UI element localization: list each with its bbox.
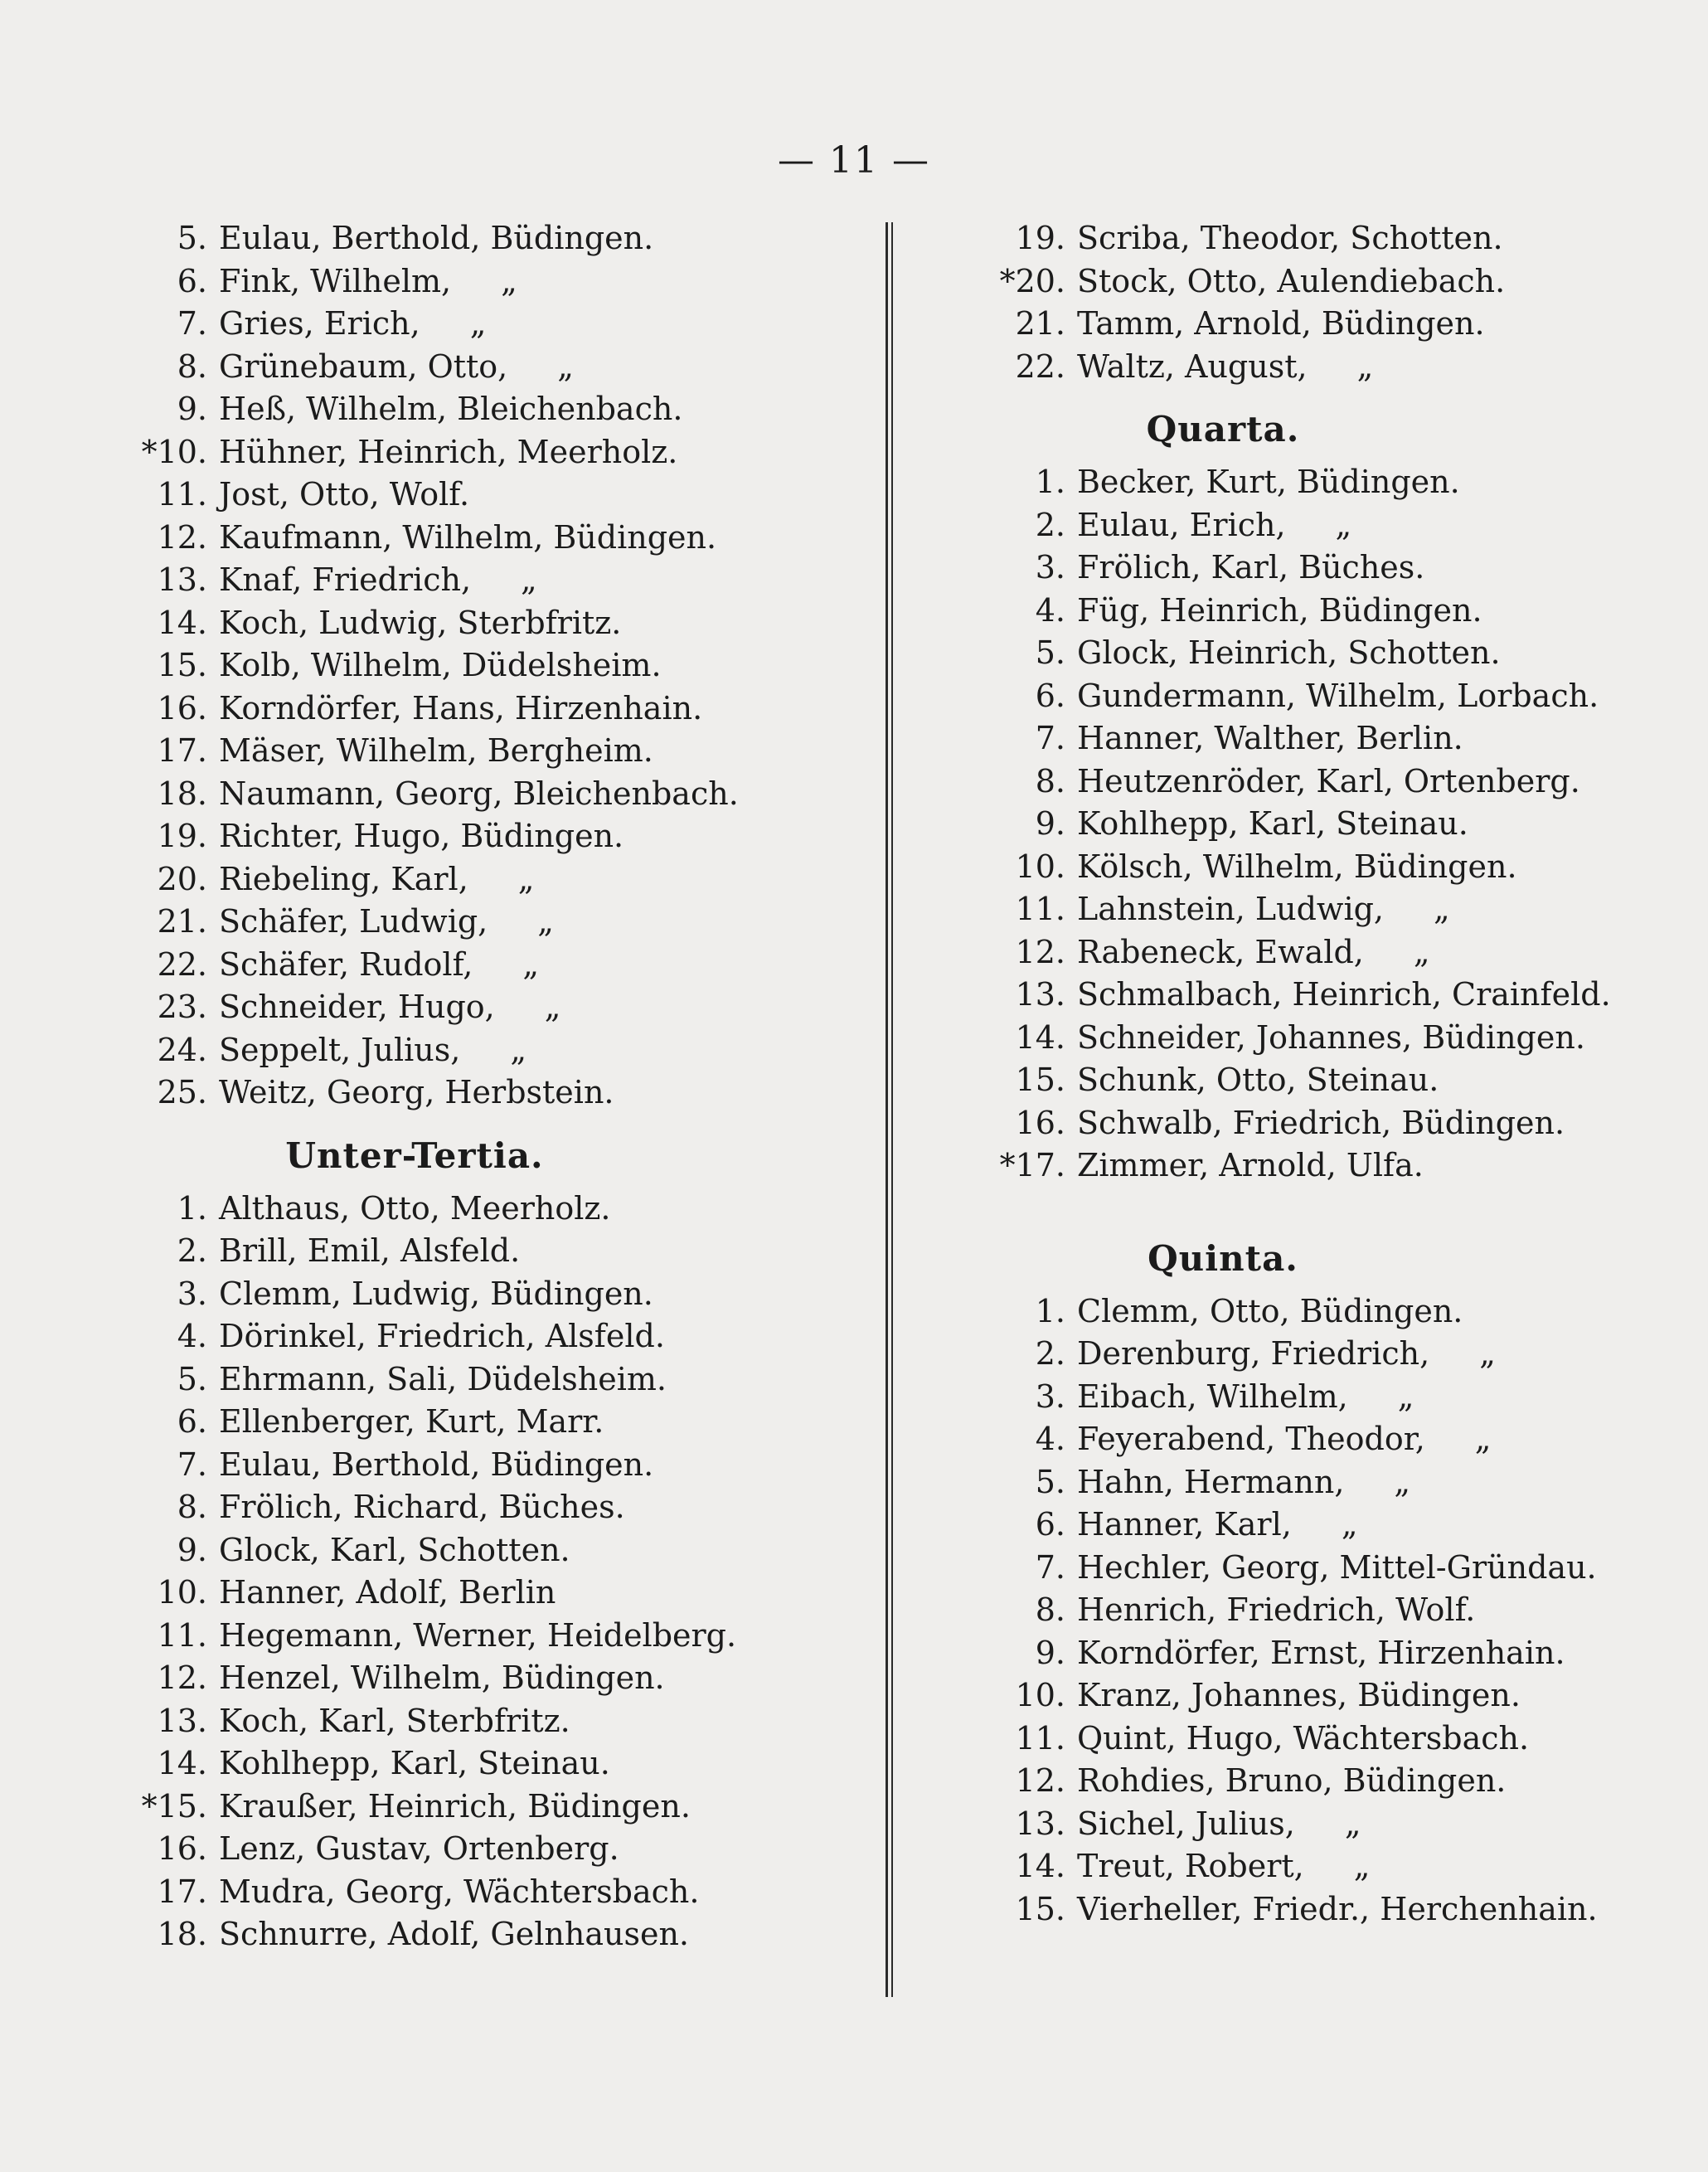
list-item	[116, 474, 862, 517]
list-item	[974, 1059, 1604, 1102]
list-item-entry: Schäfer, Rudolf,	[219, 945, 473, 983]
list-item	[974, 931, 1604, 974]
column-divider	[886, 222, 893, 1997]
list-item	[116, 901, 862, 944]
list-item-entry: Kaufmann, Wilhelm, Büdingen.	[219, 518, 717, 556]
list-item-number: 14.	[1015, 1018, 1065, 1056]
list-item-number: 5.	[177, 220, 207, 256]
list-item	[974, 1547, 1604, 1590]
list-item-entry: Kraußer, Heinrich, Büdingen.	[219, 1787, 691, 1825]
list-item	[974, 1418, 1604, 1461]
list-item	[116, 559, 862, 602]
ditto-mark: „	[1335, 506, 1352, 543]
list-item-entry: Riebeling, Karl,	[219, 860, 468, 897]
list-item-entry: Knaf, Friedrich,	[219, 561, 472, 598]
list-item-entry: Schnurre, Adolf, Gelnhausen.	[219, 1916, 689, 1952]
list-item-number: 24.	[157, 1031, 207, 1068]
list-item-number: 8.	[1035, 1591, 1065, 1628]
list-item	[116, 1071, 862, 1115]
list-item	[116, 944, 862, 987]
list-item	[116, 217, 862, 260]
list-item-number: 5.	[1035, 1463, 1065, 1500]
list-item-entry: Gries, Erich,	[219, 305, 420, 342]
list-item-number: 22.	[1015, 347, 1065, 385]
list-item	[974, 590, 1604, 633]
list-item-number: 2.	[177, 1232, 207, 1269]
list-item	[116, 517, 862, 560]
list-item	[974, 974, 1611, 1017]
list-item-entry: Koch, Karl, Sterbfritz.	[219, 1702, 570, 1739]
ditto-mark: „	[501, 262, 517, 299]
list-item-number: 6.	[177, 262, 207, 299]
list-item-entry: Heutzenröder, Karl, Ortenberg.	[1077, 762, 1580, 799]
list-item	[116, 644, 862, 688]
list-item-entry: Grünebaum, Otto,	[219, 347, 508, 385]
list-item-entry: Lahnstein, Ludwig,	[1077, 891, 1384, 927]
list-item-entry: Kölsch, Wilhelm, Büdingen.	[1077, 848, 1517, 885]
quarta-list	[974, 461, 1611, 1188]
list-item-entry: Mäser, Wilhelm, Bergheim.	[219, 732, 653, 769]
list-item-entry: Tamm, Arnold, Büdingen.	[1077, 305, 1485, 342]
list-item-number: 8.	[177, 1489, 207, 1525]
list-item-entry: Rohdies, Bruno, Büdingen.	[1077, 1762, 1507, 1799]
ditto-mark: „	[522, 945, 540, 983]
list-item-entry: Ehrmann, Sali, Düdelsheim.	[219, 1360, 667, 1397]
list-item-number: 6.	[1035, 677, 1065, 714]
list-item-entry: Brill, Emil, Alsfeld.	[219, 1232, 521, 1269]
list-item-number: 15.	[1015, 1890, 1065, 1927]
list-item	[974, 803, 1604, 846]
list-item-number: 8.	[177, 347, 207, 385]
list-item	[116, 1657, 862, 1700]
ditto-mark: „	[1413, 933, 1430, 970]
list-item	[974, 1290, 1604, 1334]
list-item-entry: Frölich, Richard, Büches.	[219, 1489, 625, 1525]
list-item	[116, 1486, 862, 1529]
list-item-number: 4.	[1035, 1421, 1065, 1457]
list-item-entry: Fink, Wilhelm,	[219, 262, 452, 299]
list-item-number: 13.	[157, 1702, 207, 1739]
list-item-number: 3.	[177, 1275, 207, 1312]
list-item-number: 4.	[1035, 591, 1065, 629]
ditto-mark: „	[1394, 1463, 1411, 1500]
list-item-entry: Kohlhepp, Karl, Steinau.	[219, 1745, 610, 1781]
list-item-number: 14.	[1015, 1848, 1065, 1884]
list-item-entry: Clemm, Otto, Büdingen.	[1077, 1292, 1463, 1329]
list-item-entry: Hanner, Walther, Berlin.	[1077, 720, 1463, 756]
list-item-entry: Richter, Hugo, Büdingen.	[219, 818, 624, 854]
list-item-entry: Gundermann, Wilhelm, Lorbach.	[1077, 677, 1599, 714]
list-item-entry: Hechler, Georg, Mittel-Gründau.	[1077, 1548, 1597, 1586]
list-item	[116, 1358, 862, 1402]
list-item-entry: Kranz, Johannes, Büdingen.	[1077, 1677, 1521, 1713]
list-item	[116, 1871, 862, 1914]
left-column	[116, 217, 862, 1956]
list-item-number: 15.	[157, 647, 207, 683]
list-item	[974, 1333, 1604, 1376]
list-item-entry: Vierheller, Friedr., Herchenhain.	[1077, 1890, 1598, 1927]
list-item	[974, 1504, 1604, 1547]
list-item	[116, 1913, 862, 1956]
list-item-number: 1.	[1035, 1292, 1065, 1329]
list-item	[116, 688, 862, 731]
list-item-number: 2.	[1035, 1335, 1065, 1372]
list-item-number: 10.	[1015, 1677, 1065, 1713]
list-item-entry: Hanner, Adolf, Berlin	[219, 1574, 556, 1611]
list-item-entry: Eulau, Erich,	[1077, 506, 1286, 543]
list-item-number: 19.	[157, 818, 207, 854]
list-item-entry: Kolb, Wilhelm, Düdelsheim.	[219, 647, 662, 683]
list-item-entry: Feyerabend, Theodor,	[1077, 1421, 1425, 1457]
list-item-number: 9.	[177, 1531, 207, 1568]
section-heading-quarta: Quarta.	[1146, 409, 1300, 449]
list-item-entry: Lenz, Gustav, Ortenberg.	[219, 1830, 619, 1867]
list-item	[116, 815, 862, 858]
list-item-number: 1.	[1035, 464, 1065, 500]
list-item-number: 19.	[1015, 220, 1065, 256]
list-item-entry: Heß, Wilhelm, Bleichenbach.	[219, 391, 683, 427]
list-item-number: *15.	[141, 1787, 207, 1825]
list-item-entry: Eulau, Berthold, Büdingen.	[219, 1446, 654, 1483]
list-item	[116, 1742, 862, 1786]
unter-tertia-list	[116, 1188, 862, 1956]
list-item-number: 16.	[157, 689, 207, 726]
list-item-number: 7.	[1035, 720, 1065, 756]
list-item-entry: Weitz, Georg, Herbstein.	[219, 1074, 614, 1110]
list-item-entry: Hühner, Heinrich, Meerholz.	[219, 433, 678, 470]
section-heading-quinta: Quinta.	[1148, 1237, 1298, 1279]
list-item-entry: Hanner, Karl,	[1077, 1506, 1292, 1543]
list-item-entry: Althaus, Otto, Meerholz.	[219, 1189, 611, 1227]
list-item-number: 22.	[157, 945, 207, 983]
list-item	[116, 602, 862, 645]
list-item-entry: Seppelt, Julius,	[219, 1031, 461, 1068]
list-item-entry: Becker, Kurt, Büdingen.	[1077, 464, 1460, 500]
list-item-entry: Hegemann, Werner, Heidelberg.	[219, 1616, 737, 1654]
list-item-entry: Füg, Heinrich, Büdingen.	[1077, 591, 1482, 629]
list-item-number: 8.	[1035, 762, 1065, 799]
list-item	[116, 730, 862, 773]
list-item-number: 11.	[1015, 1719, 1065, 1757]
list-item-entry: Ellenberger, Kurt, Marr.	[219, 1403, 604, 1440]
list-item-number: 6.	[177, 1403, 207, 1440]
list-item-entry: Derenburg, Friedrich,	[1077, 1335, 1430, 1372]
ditto-mark: „	[1397, 1378, 1414, 1415]
list-item	[974, 1845, 1604, 1888]
list-item	[116, 1401, 862, 1444]
ditto-mark: „	[544, 989, 561, 1025]
list-item	[974, 217, 1604, 260]
list-item	[974, 346, 1604, 389]
list-item-entry: Dörinkel, Friedrich, Alsfeld.	[219, 1318, 665, 1354]
list-item-number: *20.	[999, 262, 1065, 299]
ditto-mark: „	[1479, 1335, 1496, 1372]
ditto-mark: „	[1474, 1421, 1492, 1457]
list-item-entry: Eibach, Wilhelm,	[1077, 1378, 1348, 1415]
list-item-number: 7.	[177, 305, 207, 342]
list-item-number: 10.	[157, 1574, 207, 1611]
list-item-entry: Mudra, Georg, Wächtersbach.	[219, 1873, 700, 1910]
section-gap	[974, 1188, 1604, 1217]
list-item-entry: Glock, Karl, Schotten.	[219, 1531, 570, 1568]
list-item	[974, 1718, 1604, 1761]
list-item	[116, 431, 862, 474]
list-item	[974, 1888, 1604, 1931]
list-item-number: 13.	[1015, 976, 1065, 1013]
list-item-entry: Sichel, Julius,	[1077, 1805, 1295, 1842]
list-item	[974, 1461, 1604, 1504]
list-item-entry: Schmalbach, Heinrich, Crainfeld.	[1077, 976, 1611, 1013]
list-item	[974, 888, 1604, 931]
list-item	[116, 1230, 862, 1273]
ditto-mark: „	[521, 561, 537, 598]
list-item	[974, 260, 1604, 304]
list-item	[974, 1632, 1604, 1675]
list-item-number: 23.	[157, 989, 207, 1025]
list-item-entry: Henrich, Friedrich, Wolf.	[1077, 1591, 1476, 1628]
list-item-entry: Schäfer, Ludwig,	[219, 903, 488, 940]
list-item-number: 21.	[157, 903, 207, 940]
list-item	[116, 346, 862, 389]
list-item-entry: Treut, Robert,	[1077, 1848, 1304, 1884]
list-item	[974, 1589, 1604, 1632]
page-number: — 11 —	[778, 139, 930, 182]
list-item	[974, 1760, 1604, 1803]
list-item-entry: Koch, Ludwig, Sterbfritz.	[219, 604, 622, 641]
list-item-number: 20.	[157, 860, 207, 897]
list-item	[974, 1102, 1604, 1145]
list-item	[116, 303, 862, 346]
list-item-number: 9.	[1035, 1634, 1065, 1671]
ditto-mark: „	[1341, 1506, 1358, 1543]
list-item-entry: Schwalb, Friedrich, Büdingen.	[1077, 1104, 1565, 1141]
list-item-number: 11.	[157, 1616, 207, 1654]
list-item-entry: Hahn, Hermann,	[1077, 1463, 1345, 1500]
list-item-number: 5.	[177, 1360, 207, 1397]
list-item-entry: Henzel, Wilhelm, Büdingen.	[219, 1659, 665, 1696]
list-item-entry: Korndörfer, Hans, Hirzenhain.	[219, 689, 703, 726]
list-item-number: 6.	[1035, 1506, 1065, 1543]
list-item	[116, 1029, 862, 1072]
list-item-number: 21.	[1015, 305, 1065, 342]
list-item	[116, 858, 862, 901]
list-item	[116, 1828, 862, 1871]
list-item-entry: Schneider, Hugo,	[219, 989, 495, 1025]
list-item-number: 17.	[157, 732, 207, 769]
ditto-mark: „	[510, 1031, 526, 1068]
ditto-mark: „	[537, 903, 554, 940]
list-item	[974, 675, 1604, 718]
list-item-number: 7.	[177, 1446, 207, 1483]
list-item	[116, 1572, 862, 1615]
list-item-entry: Clemm, Ludwig, Büdingen.	[219, 1275, 653, 1312]
list-item	[116, 986, 862, 1029]
quinta-list	[974, 1290, 1604, 1931]
list-item	[116, 1315, 862, 1358]
list-item-number: 14.	[157, 1745, 207, 1781]
list-item-number: 12.	[157, 518, 207, 556]
list-item	[116, 1444, 862, 1487]
list-item-entry: Kohlhepp, Karl, Steinau.	[1077, 805, 1468, 842]
section-heading-unter-tertia: Unter-Tertia.	[285, 1135, 544, 1176]
list-item-entry: Waltz, August,	[1077, 347, 1308, 385]
list-item	[974, 846, 1604, 889]
list-item-number: 1.	[177, 1189, 207, 1227]
list-item	[116, 1273, 862, 1316]
list-item	[974, 1674, 1604, 1718]
list-item-entry: Quint, Hugo, Wächtersbach.	[1077, 1719, 1530, 1757]
list-item-entry: Korndörfer, Ernst, Hirzenhain.	[1077, 1634, 1565, 1671]
list-item	[116, 260, 862, 304]
list-item-number: 3.	[1035, 549, 1065, 586]
list-item-entry: Schunk, Otto, Steinau.	[1077, 1062, 1439, 1098]
list-item	[974, 1017, 1604, 1060]
list-item	[116, 1529, 862, 1572]
list-item	[116, 1786, 862, 1829]
ditto-mark: „	[1356, 347, 1374, 385]
list-item	[974, 504, 1604, 547]
list-item-number: 18.	[157, 1916, 207, 1952]
list-item	[116, 1700, 862, 1743]
list-item	[116, 1615, 862, 1658]
list-item-number: 5.	[1035, 634, 1065, 671]
list-item	[974, 547, 1604, 590]
list-item-number: 11.	[157, 476, 207, 513]
right-column	[974, 217, 1611, 1931]
list-item-number: 9.	[177, 391, 207, 427]
list-item-entry: Schneider, Johannes, Büdingen.	[1077, 1018, 1585, 1056]
list-item-number: 13.	[157, 561, 207, 598]
list-item	[974, 632, 1604, 675]
ditto-mark: „	[1344, 1805, 1361, 1842]
obertertia-tail-list	[974, 217, 1604, 388]
list-item-entry: Rabeneck, Ewald,	[1077, 933, 1364, 970]
list-item-entry: Scriba, Theodor, Schotten.	[1077, 220, 1503, 256]
list-item-number: *17.	[999, 1147, 1065, 1183]
list-item-number: 13.	[1015, 1805, 1065, 1842]
list-item-entry: Eulau, Berthold, Büdingen.	[219, 220, 654, 256]
ditto-mark: „	[1434, 891, 1450, 927]
ditto-mark: „	[1353, 1848, 1371, 1884]
list-item-entry: Jost, Otto, Wolf.	[219, 476, 470, 513]
ditto-mark: „	[557, 347, 574, 385]
obertertia-continued-list	[116, 217, 862, 1115]
list-item-number: 18.	[157, 775, 207, 812]
ditto-mark: „	[469, 305, 487, 342]
list-item-number: 17.	[157, 1873, 207, 1910]
list-item-entry: Frölich, Karl, Büches.	[1077, 549, 1425, 586]
list-item	[974, 461, 1604, 504]
list-item-number: 7.	[1035, 1548, 1065, 1586]
list-item-number: 15.	[1015, 1062, 1065, 1098]
list-item	[974, 760, 1604, 804]
list-item-number: *10.	[141, 433, 207, 470]
ditto-mark: „	[517, 860, 535, 897]
list-item-number: 12.	[157, 1659, 207, 1696]
list-item-number: 12.	[1015, 1762, 1065, 1799]
list-item-number: 25.	[157, 1074, 207, 1110]
list-item	[974, 303, 1604, 346]
list-item-number: 2.	[1035, 506, 1065, 543]
list-item-entry: Stock, Otto, Aulendiebach.	[1077, 262, 1506, 299]
list-item	[974, 717, 1604, 760]
list-item-number: 3.	[1035, 1378, 1065, 1415]
list-item-entry: Zimmer, Arnold, Ulfa.	[1077, 1147, 1424, 1183]
list-item-entry: Glock, Heinrich, Schotten.	[1077, 634, 1501, 671]
list-item-number: 14.	[157, 604, 207, 641]
list-item-number: 11.	[1015, 891, 1065, 927]
list-item	[116, 388, 862, 431]
list-item-entry: Naumann, Georg, Bleichenbach.	[219, 775, 739, 812]
list-item	[974, 1376, 1604, 1419]
list-item	[974, 1144, 1604, 1188]
list-item	[116, 773, 862, 816]
list-item-number: 10.	[1015, 848, 1065, 885]
list-item	[116, 1188, 862, 1231]
list-item-number: 4.	[177, 1318, 207, 1354]
list-item-number: 16.	[1015, 1104, 1065, 1141]
list-item-number: 12.	[1015, 933, 1065, 970]
list-item	[974, 1803, 1604, 1846]
list-item-number: 9.	[1035, 805, 1065, 842]
list-item-number: 16.	[157, 1830, 207, 1867]
